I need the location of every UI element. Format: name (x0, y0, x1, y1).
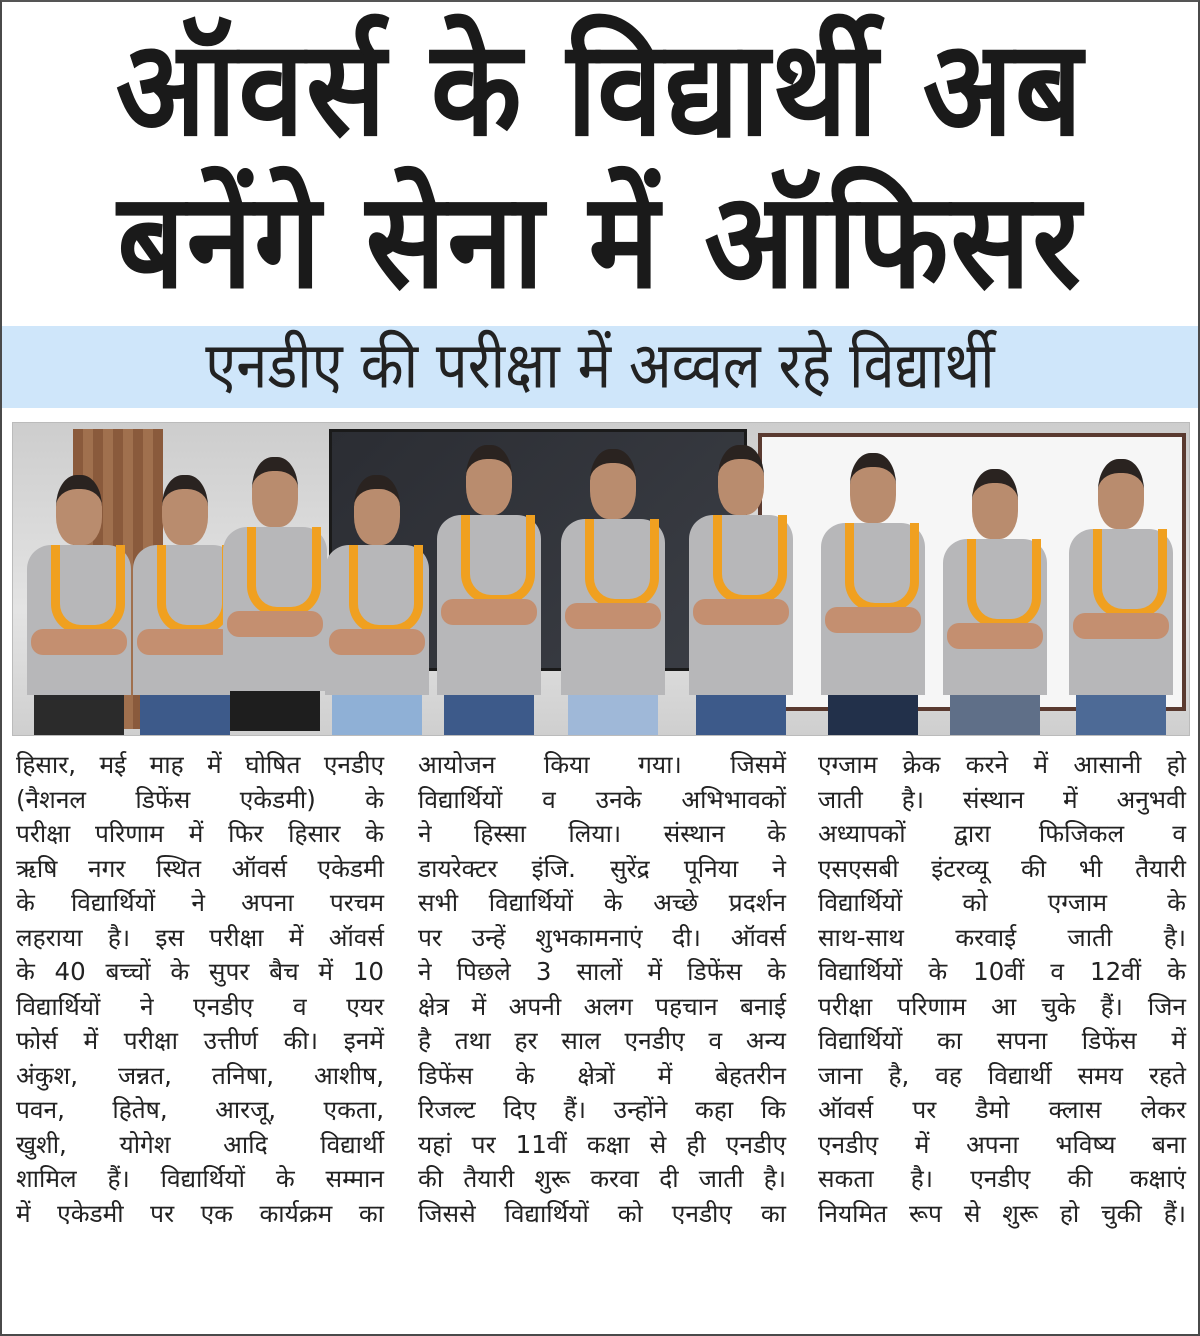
text-line: के 40 बच्चों के सुपर बैच में 10 (16, 957, 384, 986)
student-figure (1069, 459, 1173, 735)
text-line: लहराया है। इस परीक्षा में ऑवर्स (16, 922, 384, 952)
group-photo (12, 422, 1190, 736)
text-line: है तथा हर साल एनडीए व अन्य (418, 1026, 786, 1055)
text-line: ने हिस्सा लिया। संस्थान के (418, 819, 786, 848)
student-figure (689, 445, 793, 735)
text-line: एसएसबी इंटरव्यू की भी तैयारी (818, 853, 1186, 883)
text-line: विद्यार्थियों को एग्जाम के (818, 888, 1186, 917)
text-line: ने पिछले 3 सालों में डिफेंस के (418, 957, 786, 986)
text-line: परीक्षा परिणाम में फिर हिसार के (16, 819, 384, 848)
text-line: जाती है। संस्थान में अनुभवी (818, 784, 1186, 814)
text-line: परीक्षा परिणाम आ चुके हैं। जिन (818, 991, 1186, 1021)
article-column-1 (16, 748, 384, 1231)
text-line: की तैयारी शुरू करवा दी जाती है। (418, 1164, 786, 1193)
text-line: एनडीए में अपना भविष्य बना (818, 1129, 1186, 1159)
text-line: विद्यार्थियों के 10वीं व 12वीं के (818, 957, 1186, 986)
student-figure (223, 457, 327, 731)
text-line: डिफेंस के क्षेत्रों में बेहतरीन (418, 1060, 786, 1090)
subheadline: एनडीए की परीक्षा में अव्वल रहे विद्यार्थी (205, 329, 995, 404)
student-figure (325, 475, 429, 735)
text-line: पवन, हितेष, आरजू, एकता, (16, 1095, 384, 1124)
text-line: विद्यार्थियों का सपना डिफेंस में (818, 1026, 1186, 1055)
text-line: हिसार, मई माह में घोषित एनडीए (16, 750, 384, 779)
article-column-2 (418, 748, 786, 1231)
text-line: में एकेडमी पर एक कार्यक्रम का (16, 1198, 384, 1228)
text-line: एग्जाम क्रेक करने में आसानी हो (818, 750, 1186, 779)
text-line: ऑवर्स पर डैमो क्लास लेकर (818, 1095, 1186, 1124)
text-line: अंकुश, जन्नत, तनिषा, आशीष, (16, 1060, 384, 1090)
subheadline-band (2, 326, 1198, 408)
headline (0, 12, 1200, 317)
student-figure (133, 475, 237, 735)
student-figure (437, 445, 541, 735)
text-line: साथ-साथ करवाई जाती है। (818, 922, 1186, 952)
student-figure (561, 449, 665, 735)
text-line: (नैशनल डिफेंस एकेडमी) के (16, 784, 384, 814)
text-line: रिजल्ट दिए हैं। उन्होंने कहा कि (418, 1095, 786, 1124)
text-line: जाना है, वह विद्यार्थी समय रहते (818, 1060, 1186, 1090)
text-line: डायरेक्टर इंजि. सुरेंद्र पूनिया ने (418, 853, 786, 883)
text-line: विद्यार्थियों ने एनडीए व एयर (16, 991, 384, 1021)
text-line: नियमित रूप से शुरू हो चुकी हैं। (818, 1198, 1186, 1228)
text-line: विद्यार्थियों व उनके अभिभावकों (418, 784, 786, 814)
student-figure (943, 469, 1047, 735)
text-line: खुशी, योगेश आदि विद्यार्थी (16, 1129, 384, 1159)
text-line: सकता है। एनडीए की कक्षाएं (818, 1164, 1186, 1193)
student-figure (27, 475, 131, 735)
text-line: पर उन्हें शुभकामनाएं दी। ऑवर्स (418, 922, 786, 952)
text-line: क्षेत्र में अपनी अलग पहचान बनाई (418, 991, 786, 1021)
text-line: यहां पर 11वीं कक्षा से ही एनडीए (418, 1129, 786, 1159)
text-line: सभी विद्यार्थियों के अच्छे प्रदर्शन (418, 888, 786, 917)
text-line: शामिल हैं। विद्यार्थियों के सम्मान (16, 1164, 384, 1193)
text-line: जिससे विद्यार्थियों को एनडीए का (418, 1198, 786, 1228)
text-line: आयोजन किया गया। जिसमें (418, 750, 786, 779)
article-column-3 (818, 748, 1186, 1231)
text-line: के विद्यार्थियों ने अपना परचम (16, 888, 384, 917)
student-figure (821, 453, 925, 735)
headline-line-1: ऑवर्स के विद्यार्थी अब (115, 10, 1085, 166)
headline-line-2: बनेंगे सेना में ऑफिसर (117, 163, 1083, 318)
text-line: अध्यापकों द्वारा फिजिकल व (818, 819, 1186, 848)
text-line: ऋषि नगर स्थित ऑवर्स एकेडमी (16, 853, 384, 883)
text-line: फोर्स में परीक्षा उत्तीर्ण की। इनमें (16, 1026, 384, 1055)
